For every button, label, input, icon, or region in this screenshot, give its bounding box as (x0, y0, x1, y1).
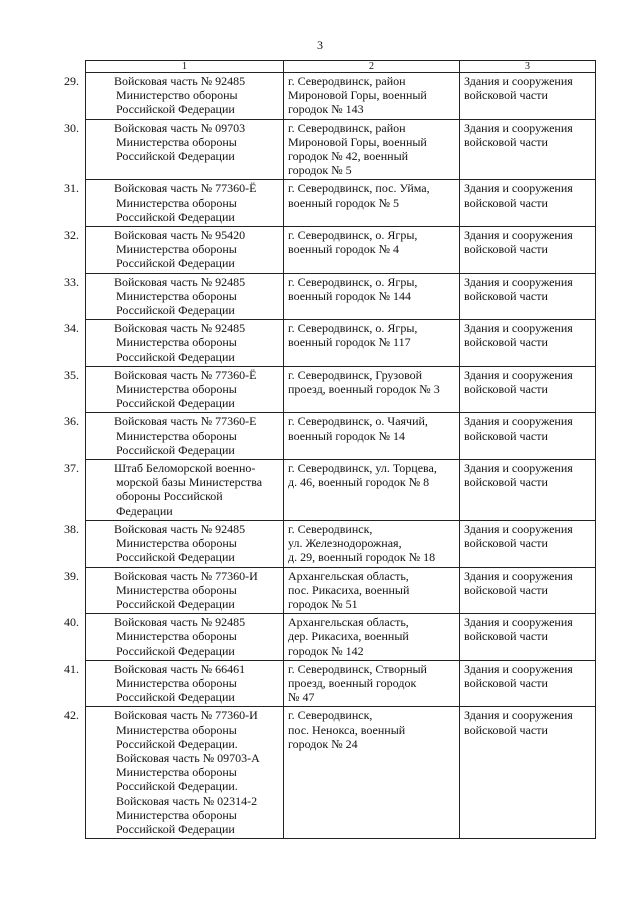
unit-cell (64, 180, 284, 227)
unit-name-line: Российской Федерации (116, 550, 235, 565)
unit-entry (64, 274, 280, 318)
unit-name-line: Войсковая часть № 66461 (114, 661, 246, 676)
unit-name-line: морской базы Министерства (116, 475, 263, 490)
address-cell (284, 460, 460, 521)
row-number: 38. (64, 521, 79, 536)
unit-name-line: Войсковая часть № 92485 (114, 321, 246, 336)
object-cell (460, 366, 596, 413)
row-number: 33. (64, 274, 79, 289)
object-line: войсковой части (464, 475, 548, 490)
unit-name-line: Войсковая часть № 77360-Ё (114, 367, 257, 382)
unit-name-line: Министерства обороны (116, 288, 237, 303)
table-row (86, 366, 596, 413)
unit-name-line: Российской Федерации. (116, 779, 238, 794)
row-number: 35. (64, 367, 79, 382)
unit-name-line: Войсковая часть № 77360-И (114, 708, 258, 723)
address-line: г. Северодвинск, о. Ягры, (288, 228, 418, 243)
unit-entry (64, 414, 280, 457)
address-line: проезд, военный городок (288, 675, 417, 690)
unit-name-line: Российской Федерации. (116, 736, 238, 751)
address-line: городок № 51 (288, 596, 358, 611)
object-line: войсковой части (464, 536, 548, 551)
address-cell (284, 119, 460, 180)
unit-cell (64, 273, 284, 320)
unit-name-line: Российской Федерации (116, 396, 235, 411)
unit-entry (64, 708, 280, 836)
object-cell (460, 520, 596, 567)
unit-cell (64, 320, 284, 367)
object-line: войсковой части (464, 675, 548, 690)
row-number: 42. (64, 708, 79, 723)
object-line: войсковой части (464, 88, 548, 103)
unit-name-line: Министерство обороны (116, 88, 238, 103)
unit-name-line: Министерства обороны (116, 807, 237, 822)
unit-entry (64, 181, 280, 224)
unit-name-line: Российской Федерации (116, 596, 235, 611)
object-cell (460, 614, 596, 661)
table-row (86, 707, 596, 839)
unit-name-line: Российской Федерации (116, 209, 235, 224)
object-line: Здания и сооружения (464, 661, 573, 676)
unit-name-line: Российской Федерации (116, 690, 235, 705)
table-row (86, 320, 596, 367)
object-line: войсковой части (464, 288, 548, 303)
unit-entry (64, 74, 280, 117)
address-line: г. Северодвинск, о. Ягры, (288, 321, 418, 336)
address-line: д. 29, военный городок № 18 (288, 550, 436, 565)
unit-name-line: Войсковая часть № 92485 (114, 274, 246, 289)
address-cell (284, 520, 460, 567)
unit-name-line: Министерства обороны (116, 335, 237, 350)
column-header-2: 2 (284, 61, 460, 73)
row-number: 32. (64, 228, 79, 243)
unit-name-line: Министерства обороны (116, 382, 237, 397)
object-line: Здания и сооружения (464, 274, 573, 289)
object-line: войсковой части (464, 382, 548, 397)
unit-name-line: Министерства обороны (116, 536, 237, 551)
unit-entry (64, 568, 280, 612)
object-line: Здания и сооружения (464, 367, 573, 382)
unit-name-line: Штаб Беломорской военно- (114, 461, 256, 476)
table-row (86, 614, 596, 661)
address-cell (284, 273, 460, 320)
object-cell (460, 227, 596, 274)
object-line: войсковой части (464, 242, 548, 257)
address-cell (284, 180, 460, 227)
object-line: войсковой части (464, 195, 548, 210)
object-cell (460, 460, 596, 521)
address-cell (284, 614, 460, 661)
object-cell (460, 413, 596, 460)
unit-name-line: Министерства обороны (116, 195, 237, 210)
page-number: 3 (317, 38, 323, 52)
object-line: войсковой части (464, 629, 548, 644)
unit-cell (64, 460, 284, 521)
address-line: д. 46, военный городок № 8 (288, 475, 430, 490)
address-line: г. Северодвинск, о. Ягры, (288, 274, 418, 289)
address-line: г. Северодвинск, (288, 521, 373, 536)
unit-name-line: Войсковая часть № 92485 (114, 74, 246, 88)
table-row (86, 567, 596, 614)
unit-name-line: Российской Федерации (116, 643, 235, 658)
unit-name-line: Министерства обороны (116, 629, 237, 644)
row-number: 39. (64, 568, 79, 583)
object-line: Здания и сооружения (464, 708, 573, 723)
address-line: Архангельская область, (288, 615, 409, 630)
object-line: войсковой части (464, 428, 548, 443)
address-cell (284, 366, 460, 413)
table-row (86, 460, 596, 521)
object-line: войсковой части (464, 335, 548, 350)
object-cell (460, 567, 596, 614)
unit-name-line: Министерства обороны (116, 134, 237, 149)
address-line: городок № 5 (288, 163, 352, 178)
object-line: войсковой части (464, 582, 548, 597)
table-row (86, 273, 596, 320)
object-line: Здания и сооружения (464, 615, 573, 630)
table-row (86, 227, 596, 274)
unit-cell (64, 413, 284, 460)
address-line: дер. Рикасиха, военный (288, 629, 409, 644)
unit-entry (64, 661, 280, 705)
unit-cell (64, 119, 284, 180)
address-line: г. Северодвинск, о. Чаячий, (288, 414, 428, 429)
address-cell (284, 707, 460, 839)
object-line: Здания и сооружения (464, 74, 573, 88)
unit-cell (64, 366, 284, 413)
unit-cell (64, 707, 284, 839)
unit-name-line: Министерства обороны (116, 675, 237, 690)
unit-name-line: Федерации (116, 503, 173, 518)
object-line: Здания и сооружения (464, 461, 573, 476)
unit-name-line: Российской Федерации (116, 442, 235, 457)
address-line: пос. Ненокса, военный (288, 722, 406, 737)
unit-cell (64, 614, 284, 661)
address-line: военный городок № 144 (288, 288, 412, 303)
unit-entry (64, 228, 280, 271)
address-line: городок № 143 (288, 102, 364, 117)
address-line: г. Северодвинск, Грузовой (288, 367, 423, 382)
address-line: военный городок № 14 (288, 428, 406, 443)
unit-entry (64, 120, 280, 164)
unit-name-line: Российской Федерации (116, 303, 235, 318)
unit-name-line: Войсковая часть № 09703-А (116, 750, 260, 765)
address-cell (284, 413, 460, 460)
address-line: городок № 42, военный (288, 149, 409, 164)
unit-entry (64, 321, 280, 364)
address-line: г. Северодвинск, район (288, 120, 406, 135)
unit-entry (64, 367, 280, 411)
unit-name-line: Министерства обороны (116, 722, 237, 737)
address-line: № 47 (288, 690, 315, 705)
row-number: 34. (64, 321, 79, 336)
unit-name-line: Войсковая часть № 92485 (114, 615, 246, 630)
object-cell (460, 73, 596, 120)
unit-name-line: Министерства обороны (116, 428, 237, 443)
address-line: военный городок № 117 (288, 335, 411, 350)
table-row (86, 73, 596, 120)
row-number: 30. (64, 120, 79, 135)
address-line: военный городок № 5 (288, 195, 400, 210)
row-number: 37. (64, 461, 79, 476)
unit-name-line: Министерства обороны (116, 765, 237, 780)
object-cell (460, 119, 596, 180)
object-line: войсковой части (464, 722, 548, 737)
address-line: г. Северодвинск, ул. Торцева, (288, 461, 437, 476)
unit-name-line: Российской Федерации (116, 149, 235, 164)
unit-cell (64, 227, 284, 274)
unit-entry (64, 521, 280, 565)
unit-name-line: Министерства обороны (116, 582, 237, 597)
row-number: 29. (64, 74, 79, 88)
unit-name-line: Войсковая часть № 77360-И (114, 568, 258, 583)
object-cell (460, 707, 596, 839)
column-header-1: 1 (86, 61, 284, 73)
unit-name-line: Российской Федерации (116, 821, 235, 836)
unit-name-line: Войсковая часть № 77360-Е (114, 414, 257, 429)
table-body (64, 73, 596, 839)
unit-name-line: Российской Федерации (116, 349, 235, 364)
object-line: Здания и сооружения (464, 414, 573, 429)
table-row (86, 520, 596, 567)
row-number: 36. (64, 414, 79, 429)
unit-name-line: Российской Федерации (116, 256, 235, 271)
address-line: ул. Железнодорожная, (288, 536, 402, 551)
table-row (86, 119, 596, 180)
address-cell (284, 567, 460, 614)
row-number: 40. (64, 615, 79, 630)
unit-name-line: Российской Федерации (116, 102, 235, 117)
row-number: 41. (64, 661, 79, 676)
object-line: Здания и сооружения (464, 120, 573, 135)
address-line: Мироновой Горы, военный (288, 134, 427, 149)
address-line: г. Северодвинск, пос. Уйма, (288, 181, 430, 196)
object-line: Здания и сооружения (464, 181, 573, 196)
object-cell (460, 180, 596, 227)
table-row (86, 660, 596, 707)
column-header-3: 3 (460, 61, 596, 73)
unit-cell (64, 660, 284, 707)
unit-entry (64, 615, 280, 658)
address-line: пос. Рикасиха, военный (288, 582, 410, 597)
unit-name-line: Войсковая часть № 95420 (114, 228, 246, 243)
objects-table (64, 60, 596, 839)
address-cell (284, 227, 460, 274)
address-cell (284, 320, 460, 367)
address-line: Мироновой Горы, военный (288, 88, 427, 103)
object-line: Здания и сооружения (464, 521, 573, 536)
object-line: войсковой части (464, 134, 548, 149)
object-cell (460, 660, 596, 707)
object-cell (460, 320, 596, 367)
address-cell (284, 73, 460, 120)
address-line: г. Северодвинск, район (288, 74, 406, 88)
unit-cell (64, 73, 284, 120)
unit-name-line: Войсковая часть № 02314-2 (116, 793, 258, 808)
unit-cell (64, 520, 284, 567)
column-number-header (86, 61, 596, 73)
unit-cell (64, 567, 284, 614)
address-line: городок № 142 (288, 643, 364, 658)
object-line: Здания и сооружения (464, 568, 573, 583)
unit-name-line: Министерства обороны (116, 242, 237, 257)
unit-entry (64, 461, 280, 518)
object-cell (460, 273, 596, 320)
address-line: г. Северодвинск, (288, 708, 373, 723)
unit-name-line: Войсковая часть № 92485 (114, 521, 246, 536)
row-number: 31. (64, 181, 79, 196)
address-line: г. Северодвинск, Створный (288, 661, 427, 676)
address-line: Архангельская область, (288, 568, 409, 583)
unit-name-line: обороны Российской (116, 489, 223, 504)
address-line: проезд, военный городок № 3 (288, 382, 440, 397)
table-row (86, 413, 596, 460)
object-line: Здания и сооружения (464, 321, 573, 336)
object-line: Здания и сооружения (464, 228, 573, 243)
unit-name-line: Войсковая часть № 77360-Ё (114, 181, 257, 196)
table-row (86, 180, 596, 227)
address-cell (284, 660, 460, 707)
unit-name-line: Войсковая часть № 09703 (114, 120, 246, 135)
address-line: городок № 24 (288, 736, 358, 751)
address-line: военный городок № 4 (288, 242, 400, 257)
